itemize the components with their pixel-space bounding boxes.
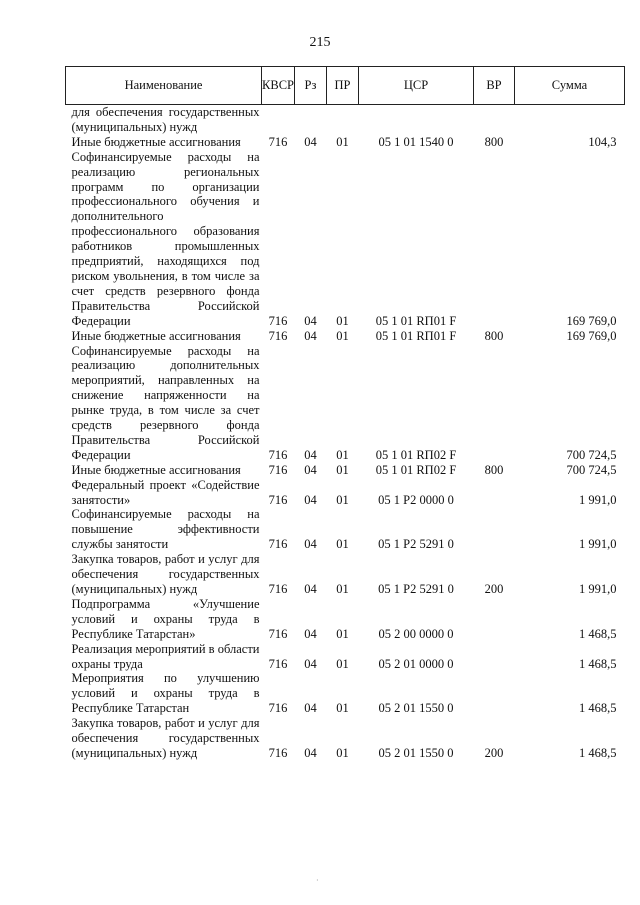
row-rz: 04 bbox=[304, 492, 317, 507]
row-csr: 05 2 01 1550 0 bbox=[378, 701, 454, 716]
row-vr: 800 bbox=[484, 134, 504, 149]
row-rz: 04 bbox=[304, 537, 317, 552]
row-vr bbox=[474, 597, 515, 642]
row-csr: 05 2 01 0000 0 bbox=[378, 656, 454, 671]
row-rz: 04 bbox=[304, 582, 317, 596]
row-csr: 05 1 P2 5291 0 bbox=[378, 537, 454, 552]
budget-table bbox=[65, 66, 625, 761]
row-name: Иные бюджетные ассигнования bbox=[71, 462, 241, 477]
row-csr: 05 1 01 1540 0 bbox=[378, 134, 454, 149]
row-sum: 1 991,0 bbox=[579, 582, 617, 596]
header-rz: Рз bbox=[295, 67, 327, 105]
table-row bbox=[66, 344, 625, 463]
row-name: Софинансируемые расходы на повышение эффективности службы занятости bbox=[71, 507, 260, 552]
table-row bbox=[66, 463, 625, 478]
row-pr: 01 bbox=[336, 701, 349, 716]
row-rz: 04 bbox=[304, 328, 317, 343]
row-rz: 04 bbox=[304, 134, 317, 149]
row-vr bbox=[474, 671, 515, 716]
row-name: Софинансируемые расходы на реализацию региональных программ по организации профессионального обучения и дополнительного профессионального образования работников промышленных предприятий, находящихся под риском увольнения, в том числе за счет средств резервного фонда Правительства Российской Федерации bbox=[71, 149, 260, 328]
table-row bbox=[66, 642, 625, 672]
row-sum: 169 769,0 bbox=[566, 328, 617, 343]
row-rz: 04 bbox=[304, 701, 317, 716]
row-rz: 04 bbox=[304, 745, 317, 760]
row-sum: 1 468,5 bbox=[579, 745, 617, 760]
row-pr: 01 bbox=[336, 626, 349, 641]
row-sum: 1 991,0 bbox=[579, 537, 617, 552]
row-sum: 700 724,5 bbox=[566, 447, 617, 462]
header-name: Наименование bbox=[66, 67, 262, 105]
row-pr bbox=[327, 105, 359, 135]
row-csr bbox=[359, 105, 474, 135]
row-rz: 04 bbox=[304, 447, 317, 462]
row-csr: 05 1 P2 5291 0 bbox=[378, 582, 454, 596]
row-pr: 01 bbox=[336, 134, 349, 149]
row-kvsr: 716 bbox=[268, 328, 288, 343]
row-pr: 01 bbox=[336, 745, 349, 760]
row-pr: 01 bbox=[336, 656, 349, 671]
table-body bbox=[66, 105, 625, 761]
row-kvsr: 716 bbox=[268, 313, 288, 328]
header-pr: ПР bbox=[327, 67, 359, 105]
row-pr: 01 bbox=[336, 462, 349, 477]
row-name: Иные бюджетные ассигнования bbox=[71, 328, 241, 343]
row-kvsr: 716 bbox=[268, 701, 288, 716]
row-sum: 700 724,5 bbox=[566, 462, 617, 477]
row-vr bbox=[474, 150, 515, 329]
header-kvsr: КВСР bbox=[262, 67, 295, 105]
row-csr: 05 1 P2 0000 0 bbox=[378, 492, 454, 507]
row-kvsr: 716 bbox=[268, 447, 288, 462]
header-csr: ЦСР bbox=[359, 67, 474, 105]
row-sum: 169 769,0 bbox=[566, 313, 617, 328]
table-row bbox=[66, 671, 625, 716]
scan-speck: · bbox=[316, 876, 319, 885]
row-vr bbox=[474, 642, 515, 672]
row-sum: 104,3 bbox=[588, 134, 617, 149]
page-number: 215 bbox=[309, 35, 331, 50]
row-name: Иные бюджетные ассигнования bbox=[71, 134, 241, 149]
row-pr: 01 bbox=[336, 537, 349, 552]
row-name: Федеральный проект «Содействие занятости» bbox=[71, 477, 260, 507]
row-name: Закупка товаров, работ и услуг для обеспечения государственных (муниципальных) нужд bbox=[71, 552, 260, 596]
header-vr: ВР bbox=[474, 67, 515, 105]
row-rz bbox=[295, 105, 327, 135]
row-kvsr bbox=[262, 105, 295, 135]
row-pr: 01 bbox=[336, 492, 349, 507]
row-name: Реализация мероприятий в области охраны труда bbox=[71, 641, 260, 671]
row-vr: 800 bbox=[484, 328, 504, 343]
row-name: Подпрограмма «Улучшение условий и охраны труда в Республике Татарстан» bbox=[71, 596, 260, 641]
table-row bbox=[66, 716, 625, 761]
row-pr: 01 bbox=[336, 313, 349, 328]
row-csr: 05 2 00 0000 0 bbox=[378, 626, 454, 641]
row-kvsr: 716 bbox=[268, 537, 288, 552]
row-vr bbox=[474, 105, 515, 135]
row-csr: 05 1 01 RП02 F bbox=[375, 462, 457, 477]
table-row bbox=[66, 135, 625, 150]
row-sum: 1 991,0 bbox=[579, 492, 617, 507]
row-rz: 04 bbox=[304, 626, 317, 641]
row-kvsr: 716 bbox=[268, 582, 288, 596]
table-row bbox=[66, 552, 625, 597]
table-row bbox=[66, 507, 625, 552]
row-kvsr: 716 bbox=[268, 745, 288, 760]
row-sum: 1 468,5 bbox=[579, 626, 617, 641]
row-kvsr: 716 bbox=[268, 656, 288, 671]
row-name: Закупка товаров, работ и услуг для обеспечения государственных (муниципальных) нужд bbox=[71, 716, 260, 760]
table-row bbox=[66, 478, 625, 508]
row-kvsr: 716 bbox=[268, 492, 288, 507]
row-name: Мероприятия по улучшению условий и охраны труда в Республике Татарстан bbox=[71, 671, 260, 716]
row-sum: 1 468,5 bbox=[579, 656, 617, 671]
row-rz: 04 bbox=[304, 656, 317, 671]
table-row bbox=[66, 329, 625, 344]
table-row bbox=[66, 597, 625, 642]
header-sum: Сумма bbox=[515, 67, 625, 105]
row-sum bbox=[515, 105, 625, 135]
row-name: Софинансируемые расходы на реализацию дополнительных мероприятий, направленных на снижение напряженности на рынке труда, в том числе за счет средств резервного фонда Правительства Российской Федерации bbox=[71, 343, 260, 462]
table-header bbox=[66, 67, 625, 105]
row-vr bbox=[474, 344, 515, 463]
row-pr: 01 bbox=[336, 582, 349, 596]
row-rz: 04 bbox=[304, 462, 317, 477]
table-row bbox=[66, 150, 625, 329]
row-vr bbox=[474, 478, 515, 508]
row-vr: 200 bbox=[484, 582, 504, 596]
row-rz: 04 bbox=[304, 313, 317, 328]
row-pr: 01 bbox=[336, 447, 349, 462]
row-sum: 1 468,5 bbox=[579, 701, 617, 716]
row-csr: 05 1 01 RП02 F bbox=[375, 447, 457, 462]
row-csr: 05 2 01 1550 0 bbox=[378, 745, 454, 760]
row-vr: 800 bbox=[484, 462, 504, 477]
row-csr: 05 1 01 RП01 F bbox=[375, 313, 457, 328]
row-kvsr: 716 bbox=[268, 462, 288, 477]
row-kvsr: 716 bbox=[268, 134, 288, 149]
row-kvsr: 716 bbox=[268, 626, 288, 641]
row-vr: 200 bbox=[484, 745, 504, 760]
row-name: для обеспечения государственных (муниципальных) нужд bbox=[71, 105, 260, 134]
table-row bbox=[66, 105, 625, 135]
row-csr: 05 1 01 RП01 F bbox=[375, 328, 457, 343]
row-pr: 01 bbox=[336, 328, 349, 343]
row-vr bbox=[474, 507, 515, 552]
